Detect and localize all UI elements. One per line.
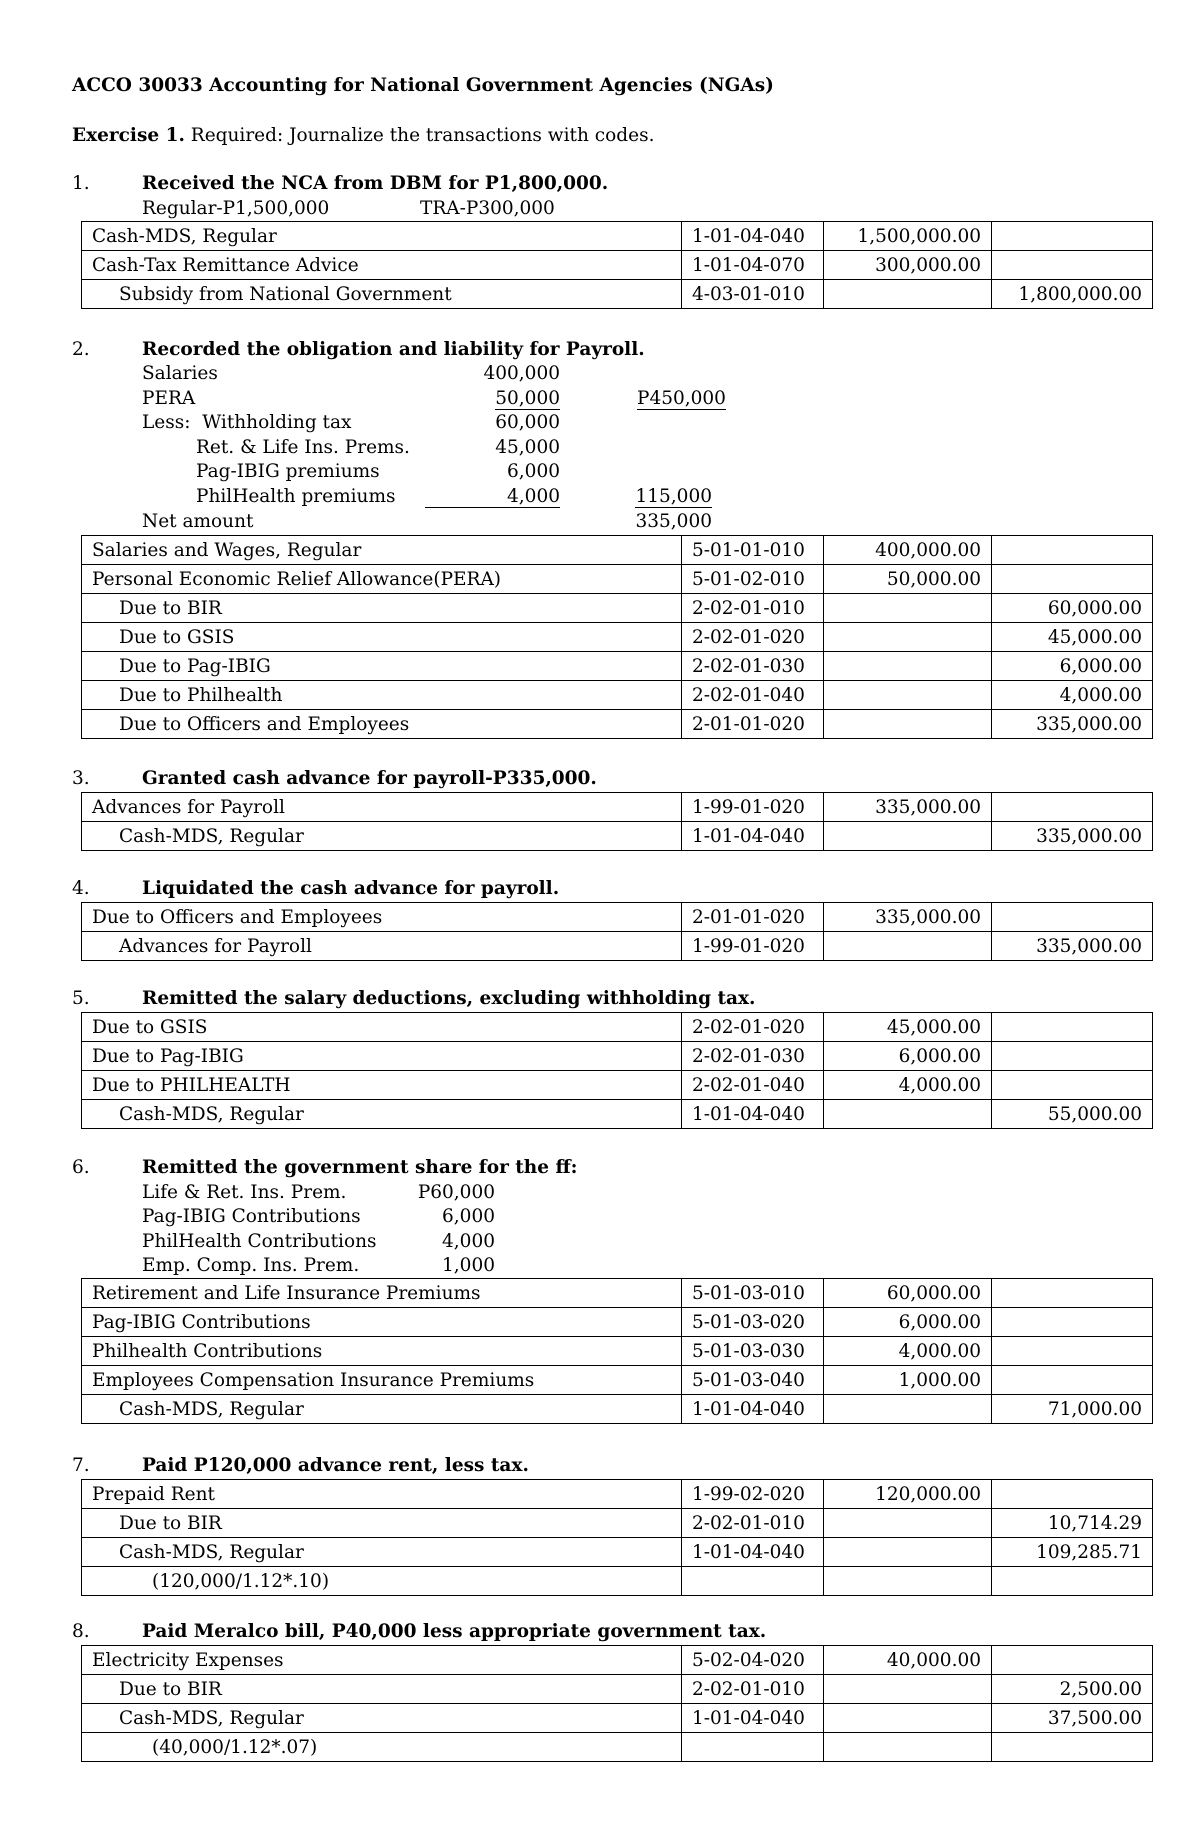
account-code: 5-01-03-030 xyxy=(682,1337,824,1366)
comp-amount: 1,000 xyxy=(442,1255,495,1276)
debit-amount: 300,000.00 xyxy=(824,251,992,280)
credit-amount: 10,714.29 xyxy=(992,1509,1153,1538)
credit-amount: 335,000.00 xyxy=(992,822,1153,851)
credit-amount xyxy=(992,1366,1153,1395)
comp-amount: P60,000 xyxy=(417,1182,495,1203)
account-code: 5-01-03-020 xyxy=(682,1308,824,1337)
comp-label: Less: Withholding tax xyxy=(142,412,352,433)
credit-amount xyxy=(992,222,1153,251)
account-code: 1-01-04-040 xyxy=(682,1538,824,1567)
debit-amount: 40,000.00 xyxy=(824,1646,992,1675)
credit-amount: 37,500.00 xyxy=(992,1704,1153,1733)
journal-row xyxy=(82,793,1153,822)
debit-amount: 50,000.00 xyxy=(824,565,992,594)
journal-row xyxy=(82,1395,1153,1424)
journal-row xyxy=(82,1279,1153,1308)
debit-amount: 1,500,000.00 xyxy=(824,222,992,251)
journal-row xyxy=(82,1675,1153,1704)
account-title: Due to Officers and Employees xyxy=(82,710,682,739)
transaction-number: 3. xyxy=(72,768,90,789)
account-title: Salaries and Wages, Regular xyxy=(82,536,682,565)
journal-entry-table xyxy=(81,1278,1153,1424)
credit-amount xyxy=(992,536,1153,565)
comp-label: Ret. & Life Ins. Prems. xyxy=(196,437,410,458)
account-title: Due to PHILHEALTH xyxy=(82,1071,682,1100)
account-code: 1-99-01-020 xyxy=(682,932,824,961)
credit-amount: 6,000.00 xyxy=(992,652,1153,681)
transaction-heading: Recorded the obligation and liability for Payroll. xyxy=(142,339,645,360)
account-code: 5-02-04-020 xyxy=(682,1646,824,1675)
credit-amount xyxy=(992,1071,1153,1100)
transaction-number: 1. xyxy=(72,173,90,194)
credit-amount: 71,000.00 xyxy=(992,1395,1153,1424)
journal-row xyxy=(82,1042,1153,1071)
debit-amount xyxy=(824,623,992,652)
account-code: 5-01-03-010 xyxy=(682,1279,824,1308)
account-title: Due to Officers and Employees xyxy=(82,903,682,932)
account-code: 1-01-04-070 xyxy=(682,251,824,280)
journal-row xyxy=(82,1704,1153,1733)
journal-entry-table xyxy=(81,1645,1153,1762)
exercise-label: Exercise 1. xyxy=(72,125,185,146)
debit-amount xyxy=(824,681,992,710)
journal-row xyxy=(82,681,1153,710)
transaction-number: 4. xyxy=(72,878,90,899)
comp-amount: 4,000 xyxy=(425,485,560,508)
transaction-number: 5. xyxy=(72,988,90,1009)
journal-row xyxy=(82,1100,1153,1129)
account-title: Advances for Payroll xyxy=(82,793,682,822)
debit-amount: 1,000.00 xyxy=(824,1366,992,1395)
credit-amount xyxy=(992,1646,1153,1675)
transaction-heading: Paid Meralco bill, P40,000 less appropriate government tax. xyxy=(142,1621,767,1642)
transaction-number: 7. xyxy=(72,1455,90,1476)
document-title: ACCO 30033 Accounting for National Government Agencies (NGAs) xyxy=(72,75,774,96)
account-code xyxy=(682,1733,824,1762)
comp-total: P450,000 xyxy=(637,388,726,409)
account-code: 2-02-01-020 xyxy=(682,623,824,652)
journal-row xyxy=(82,1013,1153,1042)
account-title: Due to Philhealth xyxy=(82,681,682,710)
account-code: 2-02-01-030 xyxy=(682,1042,824,1071)
account-title: Cash-Tax Remittance Advice xyxy=(82,251,682,280)
nca-regular-amount: Regular-P1,500,000 xyxy=(142,198,330,219)
credit-amount: 60,000.00 xyxy=(992,594,1153,623)
comp-amount: 400,000 xyxy=(483,363,560,384)
credit-amount xyxy=(992,1042,1153,1071)
journal-row xyxy=(82,251,1153,280)
account-code: 1-01-04-040 xyxy=(682,222,824,251)
credit-amount: 109,285.71 xyxy=(992,1538,1153,1567)
transaction-heading: Received the NCA from DBM for P1,800,000. xyxy=(142,173,609,194)
transaction-number: 8. xyxy=(72,1621,90,1642)
account-code: 2-02-01-020 xyxy=(682,1013,824,1042)
transaction-heading: Granted cash advance for payroll-P335,000. xyxy=(142,768,597,789)
account-title: Cash-MDS, Regular xyxy=(82,222,682,251)
account-code: 1-99-02-020 xyxy=(682,1480,824,1509)
debit-amount: 45,000.00 xyxy=(824,1013,992,1042)
journal-entry-table xyxy=(81,902,1153,961)
debit-amount: 6,000.00 xyxy=(824,1308,992,1337)
credit-amount xyxy=(992,1013,1153,1042)
account-title: Philhealth Contributions xyxy=(82,1337,682,1366)
comp-label: PhilHealth premiums xyxy=(196,486,396,507)
credit-amount xyxy=(992,251,1153,280)
journal-row xyxy=(82,710,1153,739)
account-title: Due to GSIS xyxy=(82,1013,682,1042)
credit-amount xyxy=(992,1337,1153,1366)
account-title: Due to BIR xyxy=(82,1509,682,1538)
credit-amount: 335,000.00 xyxy=(992,710,1153,739)
debit-amount: 120,000.00 xyxy=(824,1480,992,1509)
comp-label: Emp. Comp. Ins. Prem. xyxy=(142,1255,360,1276)
account-title: Retirement and Life Insurance Premiums xyxy=(82,1279,682,1308)
debit-amount xyxy=(824,1509,992,1538)
exercise-instruction xyxy=(72,124,654,148)
journal-row xyxy=(82,652,1153,681)
account-title: Personal Economic Relief Allowance(PERA) xyxy=(82,565,682,594)
account-code xyxy=(682,1567,824,1596)
account-code: 5-01-03-040 xyxy=(682,1366,824,1395)
debit-amount: 4,000.00 xyxy=(824,1337,992,1366)
account-code: 2-02-01-010 xyxy=(682,594,824,623)
comp-label: Pag-IBIG premiums xyxy=(196,461,380,482)
credit-amount: 1,800,000.00 xyxy=(992,280,1153,309)
comp-amount: 6,000 xyxy=(442,1206,495,1227)
account-code: 2-02-01-010 xyxy=(682,1509,824,1538)
credit-amount xyxy=(992,1567,1153,1596)
journal-row xyxy=(82,1646,1153,1675)
comp-amount: 60,000 xyxy=(495,412,560,433)
nca-tra-amount: TRA-P300,000 xyxy=(420,198,555,219)
comp-label: Pag-IBIG Contributions xyxy=(142,1206,361,1227)
credit-amount xyxy=(992,1279,1153,1308)
comp-total: 115,000 xyxy=(635,486,712,507)
transaction-heading: Liquidated the cash advance for payroll. xyxy=(142,878,560,899)
debit-amount xyxy=(824,1567,992,1596)
journal-entry-table xyxy=(81,221,1153,309)
journal-row xyxy=(82,1509,1153,1538)
credit-amount xyxy=(992,1733,1153,1762)
credit-amount xyxy=(992,565,1153,594)
journal-entry-table xyxy=(81,1479,1153,1596)
journal-row xyxy=(82,822,1153,851)
journal-row xyxy=(82,1308,1153,1337)
account-code: 2-01-01-020 xyxy=(682,710,824,739)
account-code: 5-01-01-010 xyxy=(682,536,824,565)
account-title: Due to Pag-IBIG xyxy=(82,1042,682,1071)
account-title: (40,000/1.12*.07) xyxy=(82,1733,682,1762)
account-code: 1-01-04-040 xyxy=(682,1704,824,1733)
debit-amount xyxy=(824,1100,992,1129)
comp-label: PhilHealth Contributions xyxy=(142,1231,377,1252)
account-title: (120,000/1.12*.10) xyxy=(82,1567,682,1596)
debit-amount: 400,000.00 xyxy=(824,536,992,565)
debit-amount xyxy=(824,1395,992,1424)
comp-label: Salaries xyxy=(142,363,218,384)
journal-row xyxy=(82,1538,1153,1567)
journal-entry-table xyxy=(81,792,1153,851)
debit-amount xyxy=(824,822,992,851)
journal-row xyxy=(82,1071,1153,1100)
journal-row xyxy=(82,1337,1153,1366)
credit-amount: 45,000.00 xyxy=(992,623,1153,652)
account-title: Prepaid Rent xyxy=(82,1480,682,1509)
journal-row xyxy=(82,594,1153,623)
transaction-number: 6. xyxy=(72,1157,90,1178)
credit-amount xyxy=(992,1480,1153,1509)
account-code: 5-01-02-010 xyxy=(682,565,824,594)
credit-amount: 4,000.00 xyxy=(992,681,1153,710)
journal-row xyxy=(82,565,1153,594)
journal-row xyxy=(82,932,1153,961)
journal-row xyxy=(82,222,1153,251)
account-title: Subsidy from National Government xyxy=(82,280,682,309)
account-code: 1-99-01-020 xyxy=(682,793,824,822)
journal-row xyxy=(82,280,1153,309)
debit-amount xyxy=(824,1675,992,1704)
journal-row xyxy=(82,903,1153,932)
comp-amount: 4,000 xyxy=(442,1231,495,1252)
journal-row xyxy=(82,1567,1153,1596)
credit-amount: 2,500.00 xyxy=(992,1675,1153,1704)
debit-amount xyxy=(824,652,992,681)
credit-amount xyxy=(992,1308,1153,1337)
comp-total: 335,000 xyxy=(635,511,712,532)
journal-row xyxy=(82,536,1153,565)
account-title: Electricity Expenses xyxy=(82,1646,682,1675)
account-title: Advances for Payroll xyxy=(82,932,682,961)
debit-amount: 335,000.00 xyxy=(824,793,992,822)
account-title: Due to Pag-IBIG xyxy=(82,652,682,681)
comp-amount: 50,000 xyxy=(495,388,560,409)
journal-entry-table xyxy=(81,535,1153,739)
transaction-heading: Remitted the salary deductions, excluding withholding tax. xyxy=(142,988,756,1009)
account-title: Due to BIR xyxy=(82,594,682,623)
debit-amount: 335,000.00 xyxy=(824,903,992,932)
comp-amount: 45,000 xyxy=(495,437,560,458)
credit-amount: 335,000.00 xyxy=(992,932,1153,961)
debit-amount xyxy=(824,1538,992,1567)
comp-label: PERA xyxy=(142,388,196,409)
debit-amount: 4,000.00 xyxy=(824,1071,992,1100)
transaction-number: 2. xyxy=(72,339,90,360)
comp-label: Net amount xyxy=(142,511,254,532)
account-code: 1-01-04-040 xyxy=(682,1395,824,1424)
account-title: Cash-MDS, Regular xyxy=(82,1538,682,1567)
comp-amount: 6,000 xyxy=(507,461,560,482)
account-code: 2-02-01-040 xyxy=(682,681,824,710)
account-code: 1-01-04-040 xyxy=(682,822,824,851)
account-title: Cash-MDS, Regular xyxy=(82,1704,682,1733)
account-title: Cash-MDS, Regular xyxy=(82,1395,682,1424)
journal-row xyxy=(82,623,1153,652)
journal-entry-table xyxy=(81,1012,1153,1129)
debit-amount xyxy=(824,932,992,961)
transaction-heading: Remitted the government share for the ff: xyxy=(142,1157,578,1178)
credit-amount xyxy=(992,793,1153,822)
debit-amount: 60,000.00 xyxy=(824,1279,992,1308)
credit-amount xyxy=(992,903,1153,932)
comp-label: Life & Ret. Ins. Prem. xyxy=(142,1182,347,1203)
account-title: Cash-MDS, Regular xyxy=(82,822,682,851)
debit-amount xyxy=(824,594,992,623)
account-title: Due to BIR xyxy=(82,1675,682,1704)
journal-row xyxy=(82,1480,1153,1509)
account-title: Due to GSIS xyxy=(82,623,682,652)
credit-amount: 55,000.00 xyxy=(992,1100,1153,1129)
account-title: Cash-MDS, Regular xyxy=(82,1100,682,1129)
account-code: 2-02-01-040 xyxy=(682,1071,824,1100)
account-code: 1-01-04-040 xyxy=(682,1100,824,1129)
account-title: Pag-IBIG Contributions xyxy=(82,1308,682,1337)
debit-amount xyxy=(824,710,992,739)
transaction-heading: Paid P120,000 advance rent, less tax. xyxy=(142,1455,529,1476)
account-title: Employees Compensation Insurance Premiums xyxy=(82,1366,682,1395)
debit-amount xyxy=(824,1704,992,1733)
account-code: 2-02-01-010 xyxy=(682,1675,824,1704)
debit-amount xyxy=(824,280,992,309)
exercise-text: Required: Journalize the transactions with codes. xyxy=(184,125,655,146)
journal-row xyxy=(82,1366,1153,1395)
journal-row xyxy=(82,1733,1153,1762)
debit-amount xyxy=(824,1733,992,1762)
account-code: 2-01-01-020 xyxy=(682,903,824,932)
debit-amount: 6,000.00 xyxy=(824,1042,992,1071)
account-code: 2-02-01-030 xyxy=(682,652,824,681)
account-code: 4-03-01-010 xyxy=(682,280,824,309)
